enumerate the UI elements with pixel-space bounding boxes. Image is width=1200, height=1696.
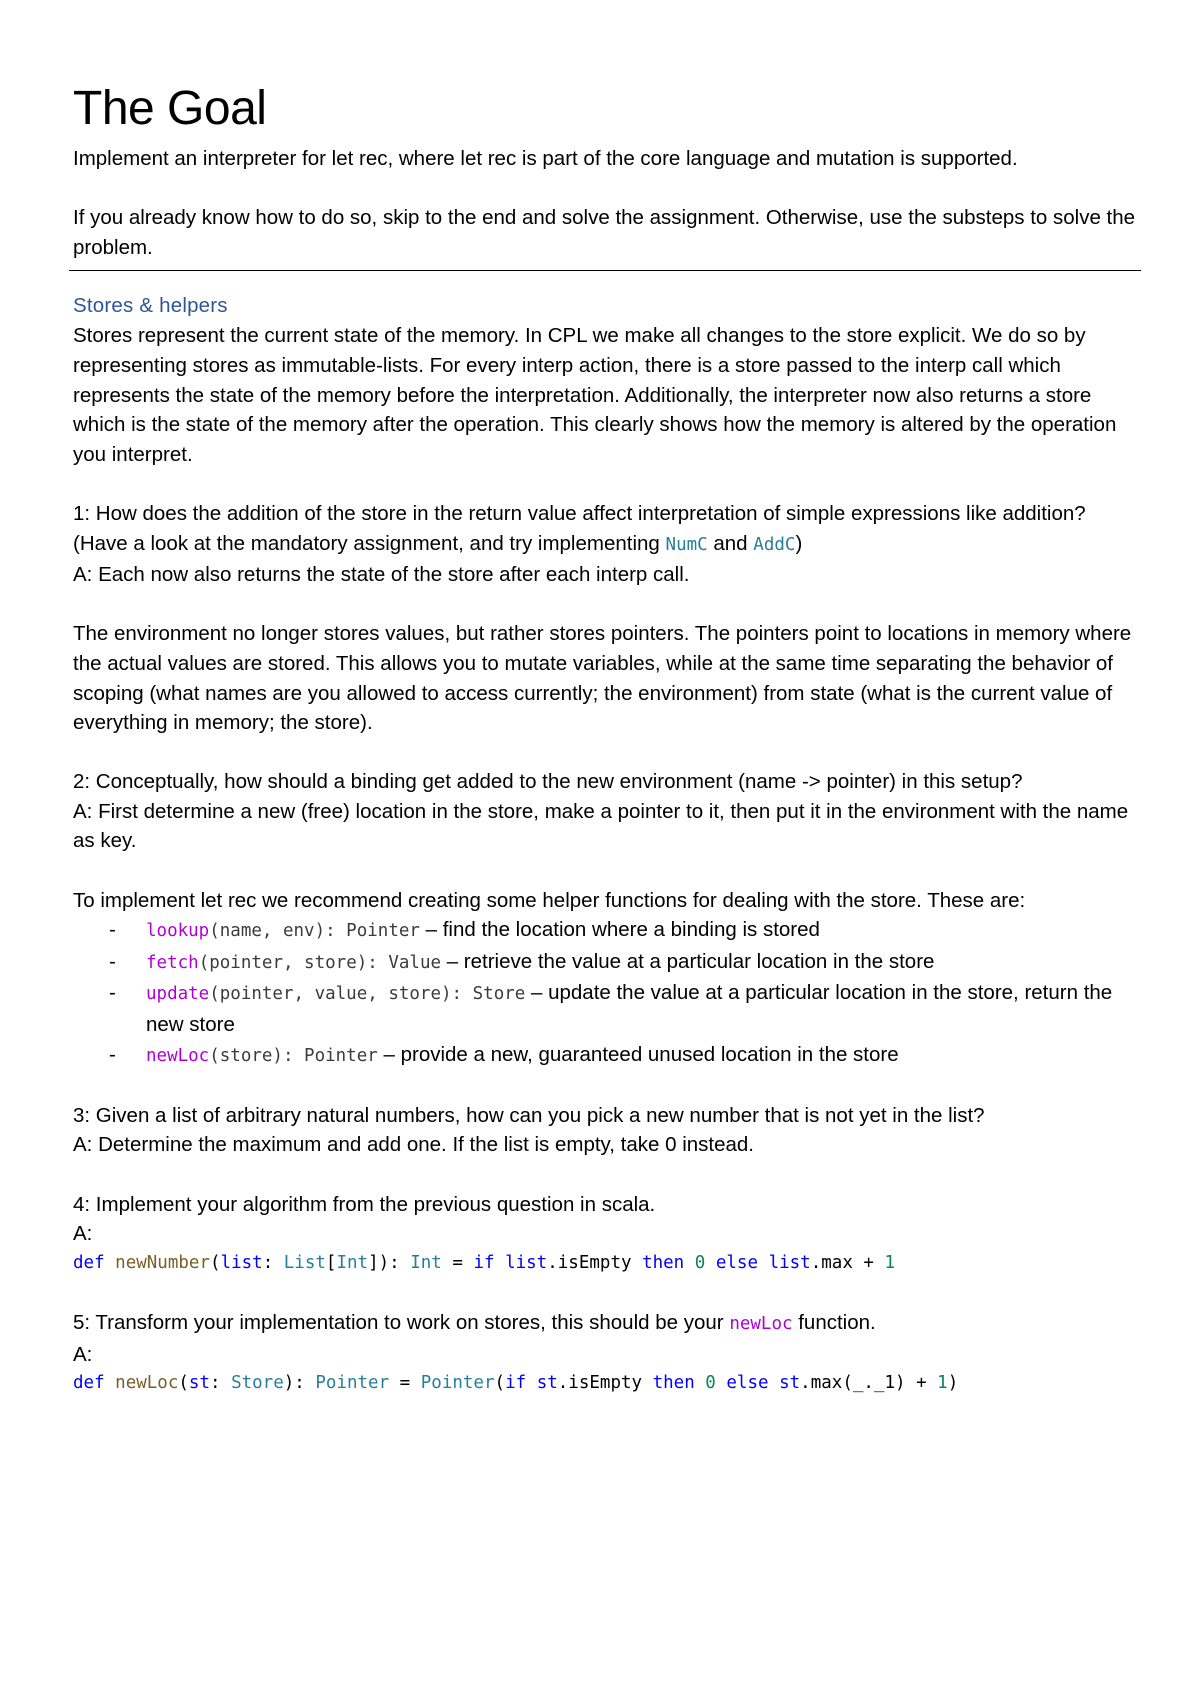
code-punct: ( [178, 1373, 189, 1394]
code-space [758, 1253, 769, 1273]
helper-description: – retrieve the value at a particular location in the store [441, 949, 935, 973]
spacer [73, 469, 1138, 499]
document-page [73, 80, 1138, 1399]
code-space [684, 1253, 695, 1273]
code-function-name: newLoc [115, 1373, 179, 1394]
code-punct: ] [368, 1252, 379, 1273]
helper-signature: (pointer, store): Value [198, 952, 442, 973]
list-dash: - [109, 918, 116, 942]
list-dash: - [109, 949, 116, 973]
horizontal-rule [69, 270, 1141, 271]
code-punct: = [389, 1373, 421, 1394]
code-keyword: if [473, 1252, 495, 1273]
code-type: Pointer [420, 1373, 495, 1394]
code-param-ref: st [779, 1373, 801, 1394]
helper-description: – find the location where a binding is stored [419, 918, 820, 942]
code-new-loc [73, 1369, 1138, 1399]
spacer [73, 590, 1138, 620]
intro-paragraph-2: If you already know how to do so, skip to the end and solve the assignment. Otherwise, use the substeps to solve the problem. [73, 206, 1136, 259]
code-punct: : [262, 1252, 284, 1273]
question-5-end: function. [792, 1310, 876, 1334]
helpers-intro: To implement let rec we recommend creating some helper functions for dealing with the store. These are: [73, 888, 1026, 912]
answer-5-label: A: [73, 1342, 93, 1366]
code-type: List [283, 1252, 326, 1273]
code-param-ref: list [505, 1252, 548, 1273]
helper-name: update [146, 984, 210, 1005]
question-5 [73, 1308, 1138, 1340]
answer-4-label: A: [73, 1222, 93, 1246]
code-function-name: newNumber [115, 1252, 210, 1273]
addc-code: AddC [753, 534, 796, 555]
code-space [526, 1373, 537, 1393]
code-punct: ( [494, 1373, 506, 1394]
question-1-text: 1: How does the addition of the store in the return value affect interpretation of simple expressions like addition? (Have a look at the mandatory assignment, and try implementing [73, 501, 1086, 555]
helper-signature: (pointer, value, store): Store [209, 984, 526, 1005]
code-keyword: if [505, 1373, 527, 1394]
spacer [73, 174, 1138, 204]
code-number: 1 [884, 1252, 896, 1273]
code-space [495, 1253, 506, 1273]
helper-signature: (name, env): Pointer [209, 921, 420, 942]
code-punct: : [210, 1373, 232, 1394]
code-method: .max + [810, 1252, 885, 1273]
code-punct: = [441, 1252, 474, 1273]
code-space [705, 1253, 716, 1273]
code-param: st [188, 1373, 210, 1394]
question-1-and: and [707, 531, 754, 555]
helper-name: newLoc [146, 1045, 210, 1066]
code-space [769, 1373, 780, 1393]
code-keyword: then [642, 1252, 685, 1273]
question-1 [73, 499, 1138, 560]
code-punct: ): [283, 1373, 316, 1394]
code-space [716, 1373, 727, 1393]
code-punct: ) [947, 1373, 959, 1394]
code-type: Store [231, 1373, 284, 1394]
code-param: list [220, 1252, 263, 1273]
list-item [73, 978, 1138, 1039]
code-type: Int [410, 1252, 442, 1273]
code-method: .isEmpty [547, 1252, 643, 1273]
spacer [73, 1071, 1138, 1101]
code-type: Int [336, 1252, 369, 1273]
list-dash: - [109, 981, 116, 1005]
newloc-code: newLoc [729, 1313, 793, 1334]
numc-code: NumC [665, 534, 708, 555]
question-2: 2: Conceptually, how should a binding get added to the new environment (name -> pointer) in this setup? [73, 770, 1023, 794]
code-space [695, 1373, 706, 1393]
list-item [73, 1040, 1138, 1072]
answer-2: A: First determine a new (free) location in the store, make a pointer to it, then put it in the environment with the name as key. [73, 799, 1129, 853]
code-param-ref: st [536, 1373, 558, 1394]
code-new-number [73, 1249, 1138, 1279]
code-keyword: def [73, 1373, 105, 1394]
code-keyword: then [652, 1373, 695, 1394]
helper-signature: (store): Pointer [209, 1045, 378, 1066]
helper-name: lookup [146, 921, 210, 942]
code-punct: [ [325, 1252, 337, 1273]
spacer [73, 738, 1138, 768]
spacer [73, 856, 1138, 886]
code-type: Pointer [315, 1373, 390, 1394]
list-item [73, 915, 1138, 947]
spacer [73, 1160, 1138, 1190]
code-method: .max(_._1) + [800, 1373, 938, 1394]
question-1-close: ) [795, 531, 803, 555]
helpers-list [73, 915, 1138, 1071]
intro-paragraph-1: Implement an interpreter for let rec, where let rec is part of the core language and mutation is supported. [73, 147, 1018, 170]
page-title: The Goal [73, 82, 267, 135]
section-heading: Stores & helpers [73, 294, 228, 318]
code-number: 0 [694, 1252, 706, 1273]
code-param-ref: list [768, 1252, 811, 1273]
list-dash: - [109, 1042, 116, 1066]
list-item [73, 947, 1138, 979]
helper-description: – provide a new, guaranteed unused location in the store [377, 1042, 899, 1066]
code-punct: ( [209, 1252, 221, 1273]
code-punct: ): [378, 1252, 411, 1273]
question-3: 3: Given a list of arbitrary natural numbers, how can you pick a new number that is not yet in the list? [73, 1103, 985, 1127]
question-5-text: 5: Transform your implementation to work on stores, this should be your [73, 1310, 730, 1334]
code-number: 0 [705, 1373, 716, 1394]
answer-3: A: Determine the maximum and add one. If the list is empty, take 0 instead. [73, 1133, 755, 1157]
stores-paragraph: Stores represent the current state of the memory. In CPL we make all changes to the store explicit. We do so by representing stores as immutable-lists. For every interp action, there is a store passed to the interp call which represents the state of the memory before the interpretation. Additionally, the interpreter now also returns a store which is the state of the memory after the operation. This clearly shows how the memory is altered by the operation you interpret. [73, 324, 1117, 466]
environment-paragraph: The environment no longer stores values, but rather stores pointers. The pointers point to locations in memory where the actual values are stored. This allows you to mutate variables, while at the same time separating the behavior of scoping (what names are you allowed to access currently; the environment) from state (what is the current value of everything in memory; the store). [73, 622, 1132, 735]
code-keyword: else [715, 1252, 759, 1273]
answer-1: A: Each now also returns the state of the store after each interp call. [73, 563, 690, 587]
helper-description: – update the value at a particular location in the store, return the new store [146, 981, 1113, 1037]
code-keyword: else [726, 1373, 769, 1394]
code-number: 1 [937, 1373, 948, 1394]
question-4: 4: Implement your algorithm from the previous question in scala. [73, 1192, 656, 1216]
spacer [73, 1278, 1138, 1308]
code-method: .isEmpty [557, 1373, 653, 1394]
code-keyword: def [73, 1252, 105, 1273]
helper-name: fetch [146, 952, 199, 973]
